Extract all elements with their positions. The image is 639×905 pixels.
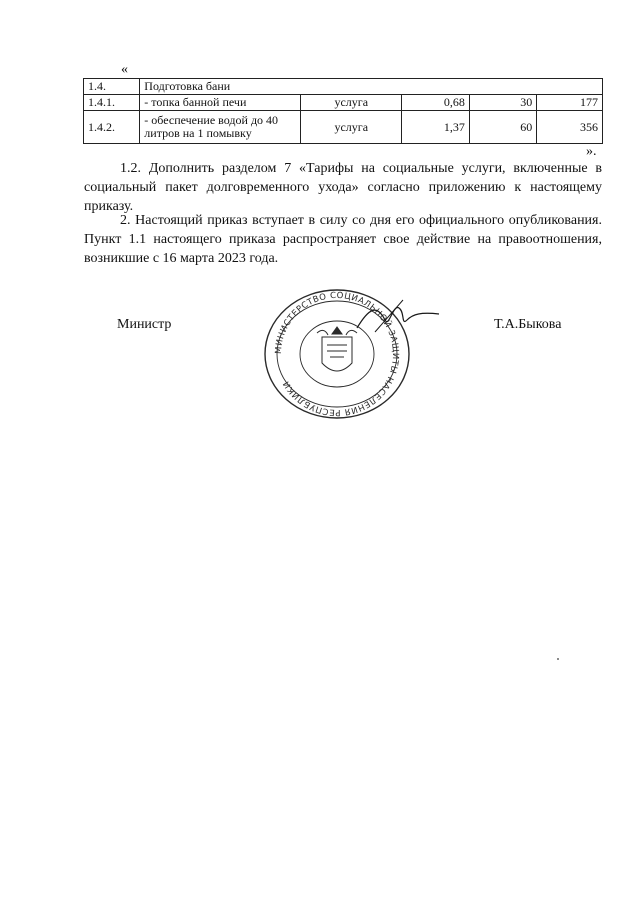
row-code: 1.4.2. bbox=[84, 111, 140, 144]
signatory-title: Министр bbox=[117, 317, 172, 332]
table-row bbox=[84, 111, 603, 144]
opening-quote: « bbox=[121, 62, 128, 77]
row-value-2: 30 bbox=[469, 95, 536, 111]
row-value-1: 1,37 bbox=[402, 111, 470, 144]
row-unit: услуга bbox=[301, 95, 402, 111]
closing-quote: ». bbox=[586, 144, 597, 159]
row-name: Подготовка бани bbox=[140, 79, 603, 95]
table-row bbox=[84, 79, 603, 95]
scan-speck bbox=[557, 658, 559, 660]
row-value-3: 356 bbox=[537, 111, 603, 144]
row-name: - обеспечение водой до 40 литров на 1 помывку bbox=[140, 111, 301, 144]
signatory-name: Т.А.Быкова bbox=[494, 317, 562, 332]
row-value-3: 177 bbox=[537, 95, 603, 111]
row-code: 1.4.1. bbox=[84, 95, 140, 111]
row-unit: услуга bbox=[301, 111, 402, 144]
paragraph-1-2: 1.2. Дополнить разделом 7 «Тарифы на социальные услуги, включенные в социальный пакет долговременного ухода» согласно приложению к настоящему приказу. bbox=[84, 161, 602, 214]
tariff-table bbox=[83, 78, 603, 144]
svg-text:МИНИСТЕРСТВО СОЦИАЛЬНОЙ ЗАЩИТЫ: МИНИСТЕРСТВО СОЦИАЛЬНОЙ ЗАЩИТЫ НАСЕЛЕНИЯ РЕСПУБЛИКИ bbox=[273, 290, 401, 418]
row-code: 1.4. bbox=[84, 79, 140, 95]
paragraph-2: 2. Настоящий приказ вступает в силу со дня его официального опубликования. Пункт 1.1 настоящего приказа распространяет свое действие на правоотношения, возникшие с 16 марта 2023 года. bbox=[84, 213, 602, 266]
handwritten-signature-icon bbox=[355, 298, 440, 338]
row-name: - топка банной печи bbox=[140, 95, 301, 111]
table-row bbox=[84, 95, 603, 111]
row-value-2: 60 bbox=[469, 111, 536, 144]
row-value-1: 0,68 bbox=[402, 95, 470, 111]
